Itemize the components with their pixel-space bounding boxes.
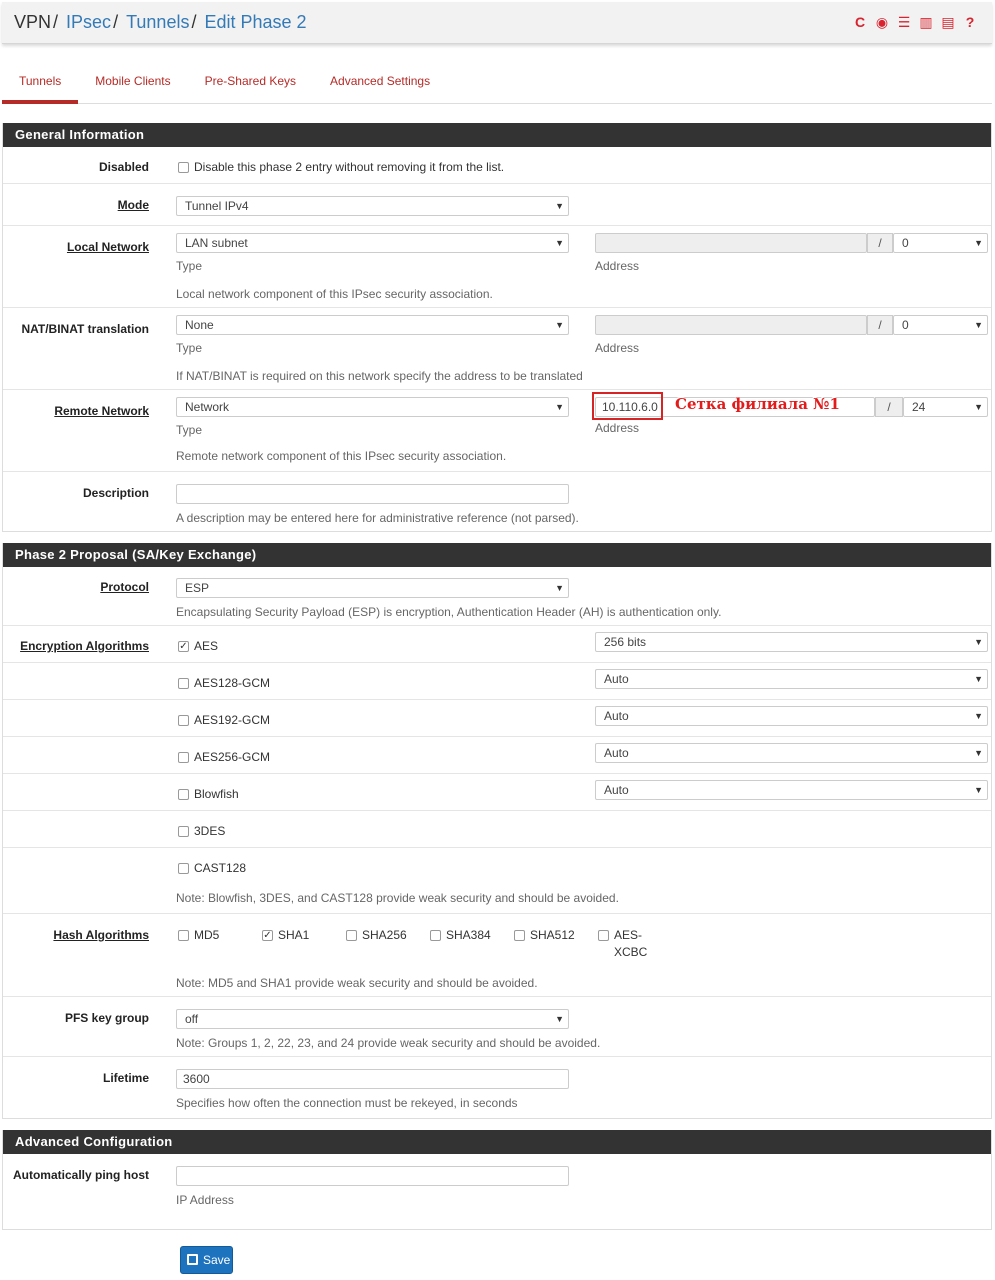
tab-bar: [2, 62, 992, 104]
nat-type-select[interactable]: None ▼: [176, 315, 569, 335]
enc-3des-label: 3DES: [194, 824, 226, 838]
enc-row-blowfish: [3, 774, 991, 811]
enc-aes192gcm-checkbox[interactable]: [178, 715, 189, 726]
panel-title: Advanced Configuration: [3, 1130, 991, 1154]
enc-row-aes: [3, 626, 991, 663]
nat-address-input: [595, 315, 867, 335]
lifetime-help: Specifies how often the connection must be rekeyed, in seconds: [176, 1096, 518, 1110]
hash-aesxcbc-label: AES-: [614, 928, 643, 942]
ping-host-row: [3, 1154, 991, 1230]
slash-divider: /: [867, 233, 893, 253]
enc-row-3des: [3, 811, 991, 848]
hash-row: [3, 914, 991, 997]
breadcrumb-vpn: VPN /: [14, 12, 59, 32]
pfs-help: Note: Groups 1, 2, 22, 23, and 24 provide weak security and should be avoided.: [176, 1036, 601, 1050]
hash-sha256-checkbox[interactable]: [346, 930, 357, 941]
chart-icon[interactable]: ▥: [919, 14, 933, 30]
enc-3des-checkbox[interactable]: [178, 826, 189, 837]
description-input[interactable]: [176, 484, 569, 504]
enc-aes256gcm-bits-select[interactable]: Auto ▼: [595, 743, 988, 763]
hash-sha384-checkbox[interactable]: [430, 930, 441, 941]
enc-blowfish-label: Blowfish: [194, 787, 239, 801]
address-caption: Address: [595, 259, 640, 273]
hash-md5-checkbox[interactable]: [178, 930, 189, 941]
protocol-select[interactable]: ESP ▼: [176, 578, 569, 598]
hash-help: Note: MD5 and SHA1 provide weak security and should be avoided.: [176, 976, 538, 990]
local-network-row: [3, 226, 991, 308]
hash-aesxcbc-label-line2: XCBC: [614, 945, 648, 959]
pfs-select[interactable]: off ▼: [176, 1009, 569, 1029]
enc-row-aes256gcm: [3, 737, 991, 774]
remote-network-row: [3, 390, 991, 472]
remote-network-label: Remote Network: [54, 404, 149, 418]
nat-help: If NAT/BINAT is required on this network specify the address to be translated: [176, 369, 583, 383]
local-network-label: Local Network: [66, 240, 149, 254]
enc-aes256gcm-label: AES256-GCM: [194, 750, 271, 764]
local-network-type-select[interactable]: LAN subnet ▼: [176, 233, 569, 253]
address-caption: Address: [595, 341, 640, 355]
help-icon[interactable]: ?: [965, 14, 975, 30]
protocol-row: [3, 567, 991, 626]
hash-sha1-checkbox[interactable]: ✓: [263, 930, 272, 941]
breadcrumb-ipsec[interactable]: IPsec /: [66, 12, 119, 32]
local-network-mask-select[interactable]: 0 ▼: [893, 233, 988, 253]
ping-host-help: IP Address: [176, 1193, 234, 1207]
enc-aes128gcm-bits-select[interactable]: Auto ▼: [595, 669, 988, 689]
enc-aes-label: AES: [194, 639, 219, 653]
remote-network-address-input[interactable]: 10.110.6.0: [595, 397, 875, 417]
slash-divider: /: [867, 315, 893, 335]
restart-icon[interactable]: C: [854, 14, 866, 30]
mode-label: Mode: [117, 198, 149, 212]
remote-network-type-select[interactable]: Network ▼: [176, 397, 569, 417]
tab-tunnels[interactable]: Tunnels: [2, 62, 78, 104]
disabled-row: [3, 147, 991, 184]
hash-sha512-checkbox[interactable]: [514, 930, 525, 941]
hash-sha1-label: SHA1: [278, 928, 310, 942]
phase2-proposal-panel: [2, 543, 992, 1119]
stop-icon[interactable]: ◉: [875, 14, 889, 30]
local-network-help: Local network component of this IPsec security association.: [176, 287, 493, 301]
enc-row-aes128gcm: [3, 663, 991, 700]
pfs-label: PFS key group: [64, 1011, 149, 1025]
ping-host-label: Automatically ping host: [12, 1168, 149, 1182]
enc-aes128gcm-checkbox[interactable]: [178, 678, 189, 689]
general-information-panel: [2, 123, 992, 532]
description-row: [3, 472, 991, 532]
protocol-label: Protocol: [100, 580, 149, 594]
mode-select[interactable]: Tunnel IPv4 ▼: [176, 196, 569, 216]
description-label: Description: [82, 486, 149, 500]
enc-blowfish-bits-select[interactable]: Auto ▼: [595, 780, 988, 800]
settings-sliders-icon[interactable]: ☰: [897, 14, 911, 30]
nat-row: [3, 308, 991, 390]
hash-aesxcbc-checkbox[interactable]: [598, 930, 609, 941]
panel-title: Phase 2 Proposal (SA/Key Exchange): [3, 543, 991, 567]
list-icon[interactable]: ▤: [941, 14, 955, 30]
disabled-label: Disabled: [98, 160, 149, 174]
hash-md5-label: MD5: [194, 928, 220, 942]
tab-pre-shared-keys[interactable]: Pre-Shared Keys: [204, 74, 297, 88]
panel-title: General Information: [3, 123, 991, 147]
save-button-label: Save: [203, 1253, 231, 1267]
disabled-text: Disable this phase 2 entry without removing it from the list.: [194, 160, 505, 174]
remote-network-help: Remote network component of this IPsec security association.: [176, 449, 507, 463]
hash-sha512-label: SHA512: [530, 928, 575, 942]
enc-blowfish-checkbox[interactable]: [178, 789, 189, 800]
nat-label: NAT/BINAT translation: [21, 322, 149, 336]
local-network-address-input: [595, 233, 867, 253]
enc-aes192gcm-label: AES192-GCM: [194, 713, 271, 727]
protocol-help: Encapsulating Security Payload (ESP) is encryption, Authentication Header (AH) is authentication only.: [176, 605, 722, 619]
breadcrumb-edit-phase2: Edit Phase 2: [204, 12, 307, 32]
enc-cast128-label: CAST128: [194, 861, 247, 875]
lifetime-input[interactable]: 3600: [176, 1069, 569, 1089]
highlight-box: [592, 392, 663, 420]
enc-cast128-checkbox[interactable]: [178, 863, 189, 874]
address-caption: Address: [595, 421, 640, 435]
enc-aes-bits-select[interactable]: 256 bits ▼: [595, 632, 988, 652]
lifetime-label: Lifetime: [102, 1071, 149, 1085]
description-help: A description may be entered here for administrative reference (not parsed).: [176, 511, 579, 525]
enc-aes256gcm-checkbox[interactable]: [178, 752, 189, 763]
hash-label: Hash Algorithms: [53, 928, 149, 942]
type-caption: Type: [176, 423, 203, 437]
save-button[interactable]: [180, 1246, 233, 1274]
tab-mobile-clients[interactable]: Mobile Clients: [95, 74, 171, 88]
disabled-checkbox[interactable]: [178, 162, 189, 173]
advanced-configuration-panel: [2, 1130, 992, 1230]
tab-advanced-settings[interactable]: Advanced Settings: [330, 74, 431, 88]
save-icon: [187, 1254, 198, 1265]
enc-aes128gcm-label: AES128-GCM: [194, 676, 271, 690]
enc-row-aes192gcm: [3, 700, 991, 737]
encryption-help: Note: Blowfish, 3DES, and CAST128 provide weak security and should be avoided.: [176, 891, 619, 905]
pfs-row: [3, 997, 991, 1057]
encryption-label: Encryption Algorithms: [20, 639, 149, 653]
type-caption: Type: [176, 341, 203, 355]
enc-row-cast128: [3, 848, 991, 914]
hash-sha384-label: SHA384: [446, 928, 491, 942]
breadcrumb-tunnels[interactable]: Tunnels /: [126, 12, 197, 32]
ping-host-input[interactable]: [176, 1166, 569, 1186]
remote-network-mask-select[interactable]: 24 ▼: [903, 397, 988, 417]
remote-network-annotation: Сетка филиала №1: [675, 395, 840, 413]
nat-mask-select[interactable]: 0 ▼: [893, 315, 988, 335]
mode-row: [3, 184, 991, 226]
lifetime-row: [3, 1057, 991, 1117]
type-caption: Type: [176, 259, 203, 273]
slash-divider: /: [875, 397, 903, 417]
hash-sha256-label: SHA256: [362, 928, 407, 942]
top-bar: [2, 2, 992, 44]
enc-aes192gcm-bits-select[interactable]: Auto ▼: [595, 706, 988, 726]
enc-aes-checkbox[interactable]: ✓: [179, 641, 188, 652]
